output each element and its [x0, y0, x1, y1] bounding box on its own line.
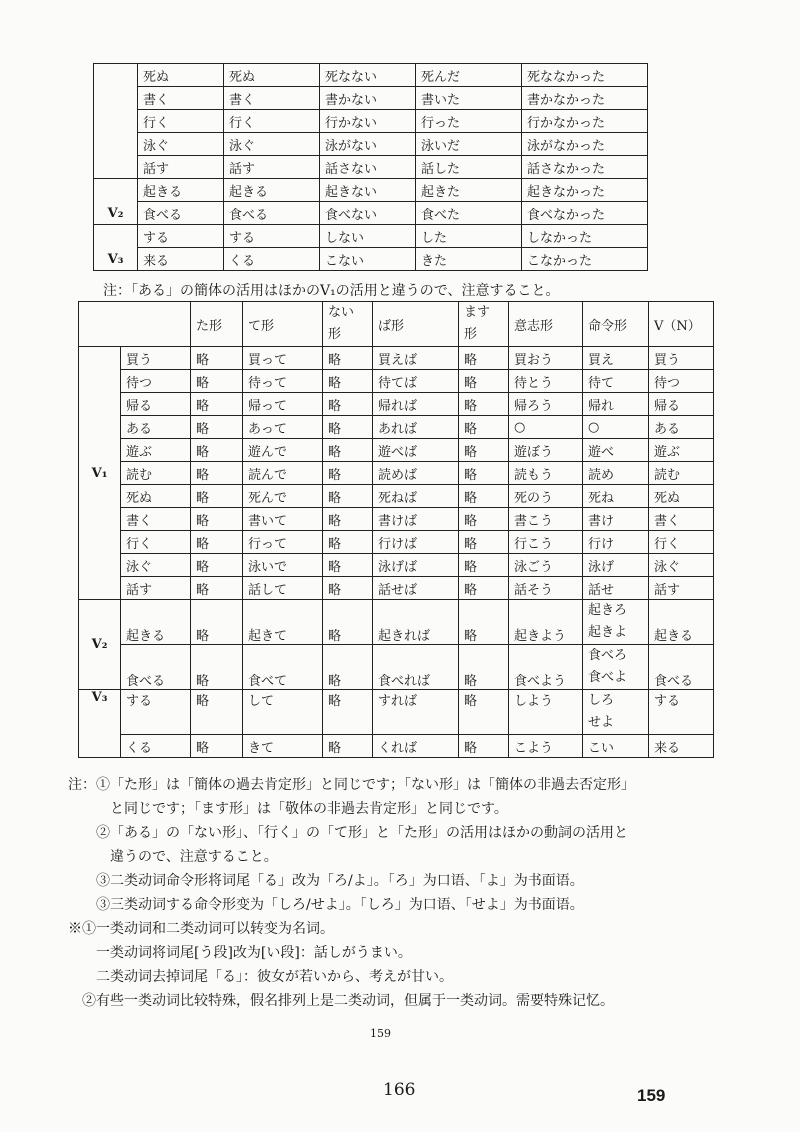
- table-cell: 書く: [138, 87, 224, 110]
- table-cell: 略: [323, 508, 373, 531]
- table-cell: 死のう: [509, 485, 583, 508]
- table-cell: 読めば: [373, 462, 459, 485]
- table-row: [94, 110, 648, 133]
- table-cell: 死んで: [243, 485, 323, 508]
- table-cell: 泳ぐ: [649, 554, 714, 577]
- table-cell: 泳げ: [583, 554, 649, 577]
- note-line: ②「ある」の「ない形」、「行く」の「て形」と「た形」の活用はほかの動詞の活用と: [68, 825, 628, 841]
- note-line: ③二类动词命令形将词尾「る」改为「ろ/よ」。「ろ」为口语、「よ」为书面语。: [68, 873, 584, 889]
- table-row: [79, 577, 714, 600]
- table-cell: 来る: [649, 735, 714, 758]
- table-cell: 略: [323, 690, 373, 735]
- table-cell: こよう: [509, 735, 583, 758]
- table-cell: 食べた: [416, 202, 522, 225]
- table-cell: 遊ぶ: [649, 439, 714, 462]
- table-cell: 略: [459, 416, 509, 439]
- table-cell: 起きよう: [509, 600, 583, 645]
- table-cell: ○: [509, 416, 583, 439]
- table-cell: 略: [191, 416, 243, 439]
- table-cell: すれば: [373, 690, 459, 735]
- table-cell: 略: [323, 370, 373, 393]
- table-cell: 食べる: [138, 202, 224, 225]
- table-cell: 話せば: [373, 577, 459, 600]
- conjugation-table-1: [93, 63, 648, 271]
- table-cell: 略: [459, 531, 509, 554]
- table-cell: 死ぬ: [649, 485, 714, 508]
- table-cell: 略: [459, 485, 509, 508]
- table-cell: 遊べば: [373, 439, 459, 462]
- table-cell: 書いて: [243, 508, 323, 531]
- table-cell: 略: [191, 439, 243, 462]
- table-cell: 略: [191, 485, 243, 508]
- table-cell: 書く: [649, 508, 714, 531]
- header-row: [79, 302, 714, 347]
- table-row: [94, 64, 648, 87]
- table-cell: 行かない: [320, 110, 416, 133]
- table-cell: しよう: [509, 690, 583, 735]
- table-row: [94, 248, 648, 271]
- table-cell: 略: [323, 485, 373, 508]
- table-cell: する: [138, 225, 224, 248]
- note-line: ③三类动词する命令形变为「しろ/せよ」。「しろ」为口语、「せよ」为书面语。: [68, 897, 584, 913]
- table-cell: 略: [459, 439, 509, 462]
- table-cell: 略: [191, 370, 243, 393]
- table-row: [79, 690, 714, 735]
- header-cell: て形: [243, 302, 323, 347]
- table-row: [79, 645, 714, 690]
- group-label: V₂: [94, 179, 138, 225]
- table-cell: 略: [459, 347, 509, 370]
- table-cell: 読む: [649, 462, 714, 485]
- table-cell: 略: [191, 600, 243, 645]
- table-cell: 略: [191, 645, 243, 690]
- table-cell: 略: [323, 393, 373, 416]
- table-cell: 略: [459, 577, 509, 600]
- table-cell: 死ななかった: [522, 64, 648, 87]
- table-cell: 略: [323, 645, 373, 690]
- header-cell: V（N）: [649, 302, 714, 347]
- page-number-middle: 166: [383, 1080, 416, 1100]
- table-cell: 略: [191, 393, 243, 416]
- table-cell: 死んだ: [416, 64, 522, 87]
- table-cell: 帰れば: [373, 393, 459, 416]
- table-cell: 略: [459, 554, 509, 577]
- note-line: 一类动词将词尾[う段]改为[い段]：話しがうまい。: [68, 945, 412, 961]
- conjugation-table-2: [78, 301, 714, 758]
- table-cell: ○: [583, 416, 649, 439]
- table-cell: 読む: [121, 462, 191, 485]
- header-cell: 意志形: [509, 302, 583, 347]
- table-cell: 書こう: [509, 508, 583, 531]
- table-cell: 略: [191, 577, 243, 600]
- header-cell: ない 形: [323, 302, 373, 347]
- header-cell: ます 形: [459, 302, 509, 347]
- table-cell: 帰って: [243, 393, 323, 416]
- table-cell: 略: [459, 508, 509, 531]
- table-cell: 買う: [121, 347, 191, 370]
- table-cell: する: [224, 225, 320, 248]
- table-cell: 死ぬ: [121, 485, 191, 508]
- table-cell: 行って: [243, 531, 323, 554]
- table-cell: 話す: [649, 577, 714, 600]
- group-label: V₃: [79, 690, 121, 758]
- table-cell: 行く: [649, 531, 714, 554]
- table-cell: 略: [459, 690, 509, 735]
- table-cell: 書けば: [373, 508, 459, 531]
- table-cell: 起きれば: [373, 600, 459, 645]
- table-row: [79, 347, 714, 370]
- table-cell: 書け: [583, 508, 649, 531]
- table-cell: して: [243, 690, 323, 735]
- table-row: [79, 600, 714, 645]
- table-cell: 略: [459, 370, 509, 393]
- table-cell: 待つ: [649, 370, 714, 393]
- table-cell: 泳ぐ: [138, 133, 224, 156]
- table-cell: 略: [459, 600, 509, 645]
- table-cell: 泳がない: [320, 133, 416, 156]
- table-cell: 来る: [138, 248, 224, 271]
- table-cell: 死ねば: [373, 485, 459, 508]
- table-cell: 帰ろう: [509, 393, 583, 416]
- table-cell: 起きた: [416, 179, 522, 202]
- table-cell: 買え: [583, 347, 649, 370]
- table-cell: 話す: [224, 156, 320, 179]
- table-cell: 略: [323, 600, 373, 645]
- group-label: V₂: [79, 600, 121, 690]
- table-cell: しなかった: [522, 225, 648, 248]
- table-cell: 起きる: [224, 179, 320, 202]
- table-cell: 書く: [224, 87, 320, 110]
- note-line: ②有些一类动词比较特殊，假名排列上是二类动词，但属于一类动词。需要特殊记忆。: [68, 993, 614, 1009]
- table-cell: 起きなかった: [522, 179, 648, 202]
- table-cell: 死なない: [320, 64, 416, 87]
- table-cell: 起きて: [243, 600, 323, 645]
- table-cell: 泳がなかった: [522, 133, 648, 156]
- table-cell: 買おう: [509, 347, 583, 370]
- table-cell: 行く: [138, 110, 224, 133]
- table-cell: 略: [191, 462, 243, 485]
- table-row: [79, 416, 714, 439]
- table-cell: 待て: [583, 370, 649, 393]
- table-cell: 略: [191, 554, 243, 577]
- table-row: [79, 393, 714, 416]
- table-row: [79, 508, 714, 531]
- table-cell: 略: [459, 393, 509, 416]
- table-cell: 略: [323, 735, 373, 758]
- table-cell: 読もう: [509, 462, 583, 485]
- table-cell: 話して: [243, 577, 323, 600]
- table-cell: 話す: [121, 577, 191, 600]
- table-cell: 食べて: [243, 645, 323, 690]
- table-row: [79, 735, 714, 758]
- table-row: [79, 370, 714, 393]
- note-line: ※①一类动词和二类动词可以转变为名词。: [68, 921, 334, 937]
- table-cell: 書いた: [416, 87, 522, 110]
- table-row: [94, 202, 648, 225]
- table-row: [94, 156, 648, 179]
- table-cell: 泳いだ: [416, 133, 522, 156]
- table-cell: 書かなかった: [522, 87, 648, 110]
- table-cell: 書かない: [320, 87, 416, 110]
- group-label: V₃: [94, 225, 138, 271]
- table-cell: 起きろ 起きよ: [583, 600, 649, 645]
- table-cell: 略: [191, 735, 243, 758]
- table-cell: 略: [191, 508, 243, 531]
- note-line: 二类动词去掉词尾「る」：彼女が若いから、考えが甘い。: [68, 969, 453, 985]
- note-line: 違うので、注意すること。: [68, 849, 278, 865]
- table-cell: 食べる: [224, 202, 320, 225]
- table-cell: あれば: [373, 416, 459, 439]
- table-cell: 書く: [121, 508, 191, 531]
- table-cell: くる: [224, 248, 320, 271]
- table-row: [79, 485, 714, 508]
- table-cell: あって: [243, 416, 323, 439]
- table-cell: きて: [243, 735, 323, 758]
- table-cell: 行け: [583, 531, 649, 554]
- table-cell: くれば: [373, 735, 459, 758]
- table-cell: 略: [323, 531, 373, 554]
- table-cell: 話さなかった: [522, 156, 648, 179]
- table-row: [94, 225, 648, 248]
- table-cell: 泳ごう: [509, 554, 583, 577]
- table-cell: 食べろ 食べよ: [583, 645, 649, 690]
- table-cell: 略: [323, 347, 373, 370]
- table-cell: 読んで: [243, 462, 323, 485]
- table-cell: 略: [323, 554, 373, 577]
- table-cell: 行く: [121, 531, 191, 554]
- table-cell: 食べれば: [373, 645, 459, 690]
- table-row: [79, 554, 714, 577]
- table-cell: 待とう: [509, 370, 583, 393]
- table-cell: する: [121, 690, 191, 735]
- table-cell: 死ね: [583, 485, 649, 508]
- group-label: V₁: [79, 347, 121, 600]
- table-cell: 略: [323, 462, 373, 485]
- page-number-corner: 159: [637, 1086, 666, 1105]
- table-cell: くる: [121, 735, 191, 758]
- table-cell: 遊べ: [583, 439, 649, 462]
- table-cell: 起きる: [121, 600, 191, 645]
- table-cell: 話せ: [583, 577, 649, 600]
- table-cell: 食べる: [121, 645, 191, 690]
- table-cell: 行った: [416, 110, 522, 133]
- table-cell: 待てば: [373, 370, 459, 393]
- table-cell: こい: [583, 735, 649, 758]
- header-cell-blank: [79, 302, 191, 347]
- table-cell: 泳げば: [373, 554, 459, 577]
- table-cell: 略: [323, 577, 373, 600]
- table-cell: 買って: [243, 347, 323, 370]
- table-cell: 略: [191, 690, 243, 735]
- table-cell: 話した: [416, 156, 522, 179]
- table-cell: した: [416, 225, 522, 248]
- table-cell: 死ぬ: [138, 64, 224, 87]
- table-row: [79, 462, 714, 485]
- group-label: [94, 64, 138, 179]
- table-cell: 略: [191, 347, 243, 370]
- table-cell: 食べない: [320, 202, 416, 225]
- table-cell: 帰る: [649, 393, 714, 416]
- header-cell: た形: [191, 302, 243, 347]
- table-row: [94, 133, 648, 156]
- notes-section: [68, 773, 708, 1013]
- table-row: [94, 87, 648, 110]
- table-row: [79, 439, 714, 462]
- header-cell: ば形: [373, 302, 459, 347]
- table-cell: 略: [191, 531, 243, 554]
- table-cell: 泳ぐ: [121, 554, 191, 577]
- table-cell: 行けば: [373, 531, 459, 554]
- table-cell: 遊ぶ: [121, 439, 191, 462]
- table-cell: 食べよう: [509, 645, 583, 690]
- table-cell: 略: [459, 645, 509, 690]
- table-cell: こなかった: [522, 248, 648, 271]
- table-cell: 略: [459, 735, 509, 758]
- table-cell: 帰る: [121, 393, 191, 416]
- table-cell: こない: [320, 248, 416, 271]
- table-cell: 買えば: [373, 347, 459, 370]
- table-cell: 食べなかった: [522, 202, 648, 225]
- table-cell: 待つ: [121, 370, 191, 393]
- note-line: と同じです；「ます形」は「敬体の非過去肯定形」と同じです。: [68, 801, 508, 817]
- table-cell: 食べる: [649, 645, 714, 690]
- table-cell: ある: [121, 416, 191, 439]
- table-cell: 起きる: [138, 179, 224, 202]
- table-cell: ある: [649, 416, 714, 439]
- table-cell: 略: [323, 416, 373, 439]
- table-cell: 泳いで: [243, 554, 323, 577]
- table-row: [94, 179, 648, 202]
- table-cell: 行こう: [509, 531, 583, 554]
- table-cell: 行く: [224, 110, 320, 133]
- table-cell: しろ せよ: [583, 690, 649, 735]
- table-cell: 話さない: [320, 156, 416, 179]
- table-cell: 起きる: [649, 600, 714, 645]
- table-cell: 遊ぼう: [509, 439, 583, 462]
- table-row: [79, 531, 714, 554]
- table-cell: 待って: [243, 370, 323, 393]
- page-number-small: 159: [370, 1027, 391, 1040]
- table-cell: 遊んで: [243, 439, 323, 462]
- table-cell: 話そう: [509, 577, 583, 600]
- table-cell: 略: [459, 462, 509, 485]
- table-cell: 話す: [138, 156, 224, 179]
- header-cell: 命令形: [583, 302, 649, 347]
- note-line: 注：①「た形」は「簡体の過去肯定形」と同じです；「ない形」は「簡体の非過去否定形」: [68, 777, 635, 793]
- table-cell: しない: [320, 225, 416, 248]
- table-cell: 読め: [583, 462, 649, 485]
- table-cell: 泳ぐ: [224, 133, 320, 156]
- table-cell: する: [649, 690, 714, 735]
- table-cell: きた: [416, 248, 522, 271]
- table-cell: 行かなかった: [522, 110, 648, 133]
- table-note: 注：「ある」の簡体の活用はほかのV₁の活用と違うので、注意すること。: [103, 283, 560, 299]
- table-cell: 起きない: [320, 179, 416, 202]
- table-cell: 死ぬ: [224, 64, 320, 87]
- table-cell: 略: [323, 439, 373, 462]
- table-cell: 帰れ: [583, 393, 649, 416]
- table-cell: 買う: [649, 347, 714, 370]
